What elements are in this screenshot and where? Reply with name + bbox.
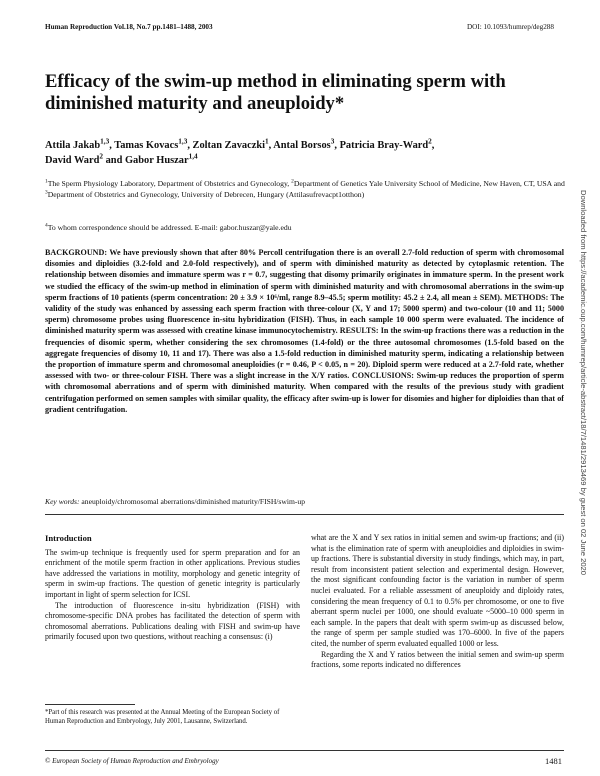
right-column [311,533,564,671]
section-divider [45,514,564,515]
footnote: *Part of this research was presented at the Annual Meeting of the European Society of Human Reproduction and Embryology, July 2001, Lausanne, Switzerland. [45,709,280,726]
author-name: Antal Borsos [273,140,331,151]
society-copyright: © European Society of Human Reproduction and Embryology [45,757,219,765]
author-name: Patricia Bray-Ward [339,140,429,151]
author-name: David Ward [45,155,100,166]
correspondence-email: To whom correspondence should be addressed. E-mail: gabor.huszar@yale.edu [47,223,292,232]
article-title: Efficacy of the swim-up method in eliminating sperm with diminished maturity and aneuploidy* [45,71,506,114]
section-heading: Introduction [45,533,92,543]
paragraph: Regarding the X and Y ratios between the initial semen and swim-up sperm fractions, some reports indicated no differences [311,649,564,670]
author-affiliation: 2 [99,152,104,161]
paragraph: The introduction of fluorescence in-situ hybridization (FISH) with chromosome-specific DNA probes has facilitated the detection of sperm with chromosomal aberrations. Publications dealing with FISH and swim-up have primarily focused upon two questions, without reaching a consensus: (i) [45,600,300,642]
author-name: Tamas Kovacs [114,140,179,151]
author-affiliation: 1 [265,137,269,146]
author-affiliation: 1,4 [188,152,198,161]
page-number: 1481 [545,756,562,766]
abstract: BACKGROUND: We have previously shown that after 80% Percoll centrifugation there is an overall 2.7-fold reduction of sperm with chromosomal disomies and diploidies (3.2-fold and 2.0-fold respectively), and of sperm with diminished maturity as detected by cytoplasmic retention. The relationship between disomies and immature sperm was r = 0.7, suggesting that disomy primarily originates in immature sperm. In the present work we studied the efficacy of the swim-up method in elimination of sperm with diminished maturity and with chromosomal aberrations in the swim-up sperm fractions of 10 patients (sperm concentration: 20 ± 3.9 × 10⁶/ml, range 8.9–45.5; sperm motility: 45.2 ± 2.4, all mean ± SEM). METHODS: The validity of the study was enhanced by assessing each sperm fraction with three-colour (X, Y and 17; 5000 sperm) and two-colour (10 and 11; 5000 sperm) chromosome probes using fluorescence in-situ hybridization (FISH). Thus, in each sample 10 000 sperm were evaluated. The incidence of diminished maturity sperm was assessed with creatine kinase immunocytochemistry. RESULTS: In the swim-up fractions there was a reduction in the frequencies of disomic sperm, whether considering the sex chromosomes (1.4-fold) or the three autosomal chromosomes (1.5-fold based on the aggregate frequencies of disomy 10, 11 and 17). There was also a 1.5-fold reduction in diminished maturity sperm, indicating a relationship between the proportion of immature sperm and chromosomal aneuploidies (r = 0.46, P < 0.05, n = 20). Diploid sperm were reduced at a 2.7-fold rate, whether assessed with two- or three-colour FISH. There was a slight increase in the X/Y ratios. CONCLUSIONS: Swim-up reduces the proportion of sperm with chromosomal aberrations and of sperm with diminished maturity. When compared with the results of the previous study with gradient centrifugation performed on semen samples with similar quality, the efficacy after swim-up is lower for disomies and higher for diploidies than that of gradient centrifugation. [45,248,564,414]
correspondence: $^4$To whom correspondence should be addressed. E-mail: gabor.huszar@yale.edu [45,222,292,232]
doi: DOI: 10.1093/humrep/deg288 [466,23,554,31]
author-affiliation: 3 [330,137,335,146]
keywords-text: aneuploidy/chromosomal aberrations/diminished maturity/FISH/swim-up [79,497,305,506]
affiliations: $^1$The Sperm Physiology Laboratory, Department of Obstetrics and Gynecology, $^2$Department of Genetics Yale University School of Medicine, New Haven, CT, USA and $^3$Department of Obstetrics and Gynecology, University of Debrecen, Hungary (Attilasufrevacpt1otthon) [45,178,565,199]
author-name: Attila Jakab [45,140,101,151]
author-name: Zoltan Zavaczki [192,140,265,151]
author-affiliation: 1,3 [178,137,188,146]
author-affiliation: 1,3 [100,137,110,146]
author-list: Attila Jakab$^{1,3}$, Tamas Kovacs$^{1,3}$, Zoltan Zavaczki$^1$, Antal Borsos$^3$, Patricia Bray-Ward$^2$, David Ward$^2$ and Gabor Huszar$^{1,4}$ [45,137,435,166]
journal-citation: Human Reproduction Vol.18, No.7 pp.1481–1488, 2003 [45,23,213,31]
paragraph: what are the X and Y sex ratios in initial semen and swim-up fractions; and (ii) what is the elimination rate of sperm with aneuploidies and diploidies in swim-up fractions. There is substantial diversity in study findings, which may, in part, result from inconsistent patient selection and experimental design. However, the most significant confounding factor is the variation in number of sperm nuclei evaluated. For a reliable assessment of aneuploidy and diploidy rates, considering the mean frequency of 0.1 to 0.5% per chromosome, or one to five aberrant sperm nuclei per 1000, one should evaluate ~5000–10 000 sperm in each sample. In the papers that dealt with sperm swim-up as discussed below, the range of sperm per sample studied was 170–6000. In five of the papers cited, the number of sperm evaluated equalled 1000 or less. [311,533,564,648]
download-watermark: Downloaded from https://academic.oup.com/humrep/article-abstract/18/7/1481/2913469 by guest on 02 June 2020 [579,190,588,575]
footnote-divider [45,704,135,705]
author-affiliation: 2 [428,137,432,146]
footer-divider [45,750,564,751]
keywords [45,497,565,506]
paragraph: The swim-up technique is frequently used for sperm preparation and for an enrichment of the motile sperm fraction in other applications. Previous studies have addressed the variations in motility, morphology and genetic integrity of sperm in swim-up fractions. The question of genetic integrity is particularly important in light of sperm selection for ICSI. [45,547,300,599]
author-name: Gabor Huszar [124,155,189,166]
introduction-column [45,533,300,643]
keywords-label: Key words: [45,497,80,506]
